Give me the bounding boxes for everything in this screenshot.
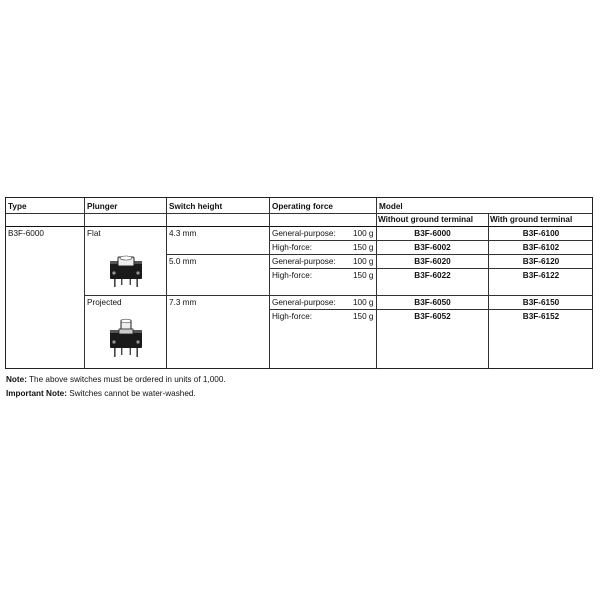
projected-plunger-switch-icon [106,318,146,362]
row-divider-3 [269,268,593,269]
important-note-text: Switches cannot be water-washed. [66,389,196,398]
important-note [6,389,196,399]
force-label: High-force: [272,243,313,252]
plunger-projected: Projected [87,298,122,307]
force-value: 100 g [353,257,374,266]
model-with-ground: B3F-6150 [522,298,560,307]
type-value: B3F-6000 [8,229,44,238]
note-label: Note: [6,375,27,384]
force-value: 150 g [353,271,374,280]
row-divider-4 [84,295,593,296]
model-subheader-divider [376,213,593,214]
header-operating-force: Operating force [272,202,333,211]
force-label: High-force: [272,271,313,280]
col-divider-4 [376,198,377,369]
force-value: 150 g [353,243,374,252]
note-text: The above switches must be ordered in units of 1,000. [26,375,226,384]
model-without-ground: B3F-6020 [414,257,451,266]
model-without-ground: B3F-6022 [414,271,451,280]
model-with-ground: B3F-6100 [522,229,560,238]
flat-plunger-switch-icon [106,253,146,289]
height-5-0: 5.0 mm [169,257,197,266]
col-divider-2 [166,198,167,369]
force-value: 100 g [353,229,374,238]
row-divider-5 [269,309,593,310]
force-label: General-purpose: [272,257,336,266]
important-note-label: Important Note: [6,389,67,398]
model-table [5,197,593,369]
model-with-ground: B3F-6152 [522,312,560,321]
order-note [6,375,226,385]
force-value: 100 g [353,298,374,307]
height-7-3: 7.3 mm [169,298,197,307]
row-divider-1 [269,240,593,241]
header-model: Model [379,202,403,211]
header-switch-height: Switch height [169,202,223,211]
header-plunger: Plunger [87,202,118,211]
header-type: Type [8,202,27,211]
force-label: General-purpose: [272,229,336,238]
model-with-ground: B3F-6102 [522,243,560,252]
col-divider-1 [84,198,85,369]
model-without-ground: B3F-6050 [414,298,451,307]
model-with-ground: B3F-6122 [522,271,560,280]
model-without-ground: B3F-6052 [414,312,451,321]
model-without-ground: B3F-6002 [414,243,451,252]
model-without-ground: B3F-6000 [414,229,451,238]
header-bottom-rule [6,226,593,227]
model-with-ground: B3F-6120 [522,257,560,266]
header-with-ground: With ground terminal [490,215,573,224]
force-value: 150 g [353,312,374,321]
col-divider-3 [269,198,270,369]
header-without-ground: Without ground terminal [378,215,473,224]
plunger-flat: Flat [87,229,101,238]
force-label: General-purpose: [272,298,336,307]
header-divider-left [6,213,376,214]
row-divider-2 [166,254,593,255]
height-4-3: 4.3 mm [169,229,197,238]
force-label: High-force: [272,312,313,321]
